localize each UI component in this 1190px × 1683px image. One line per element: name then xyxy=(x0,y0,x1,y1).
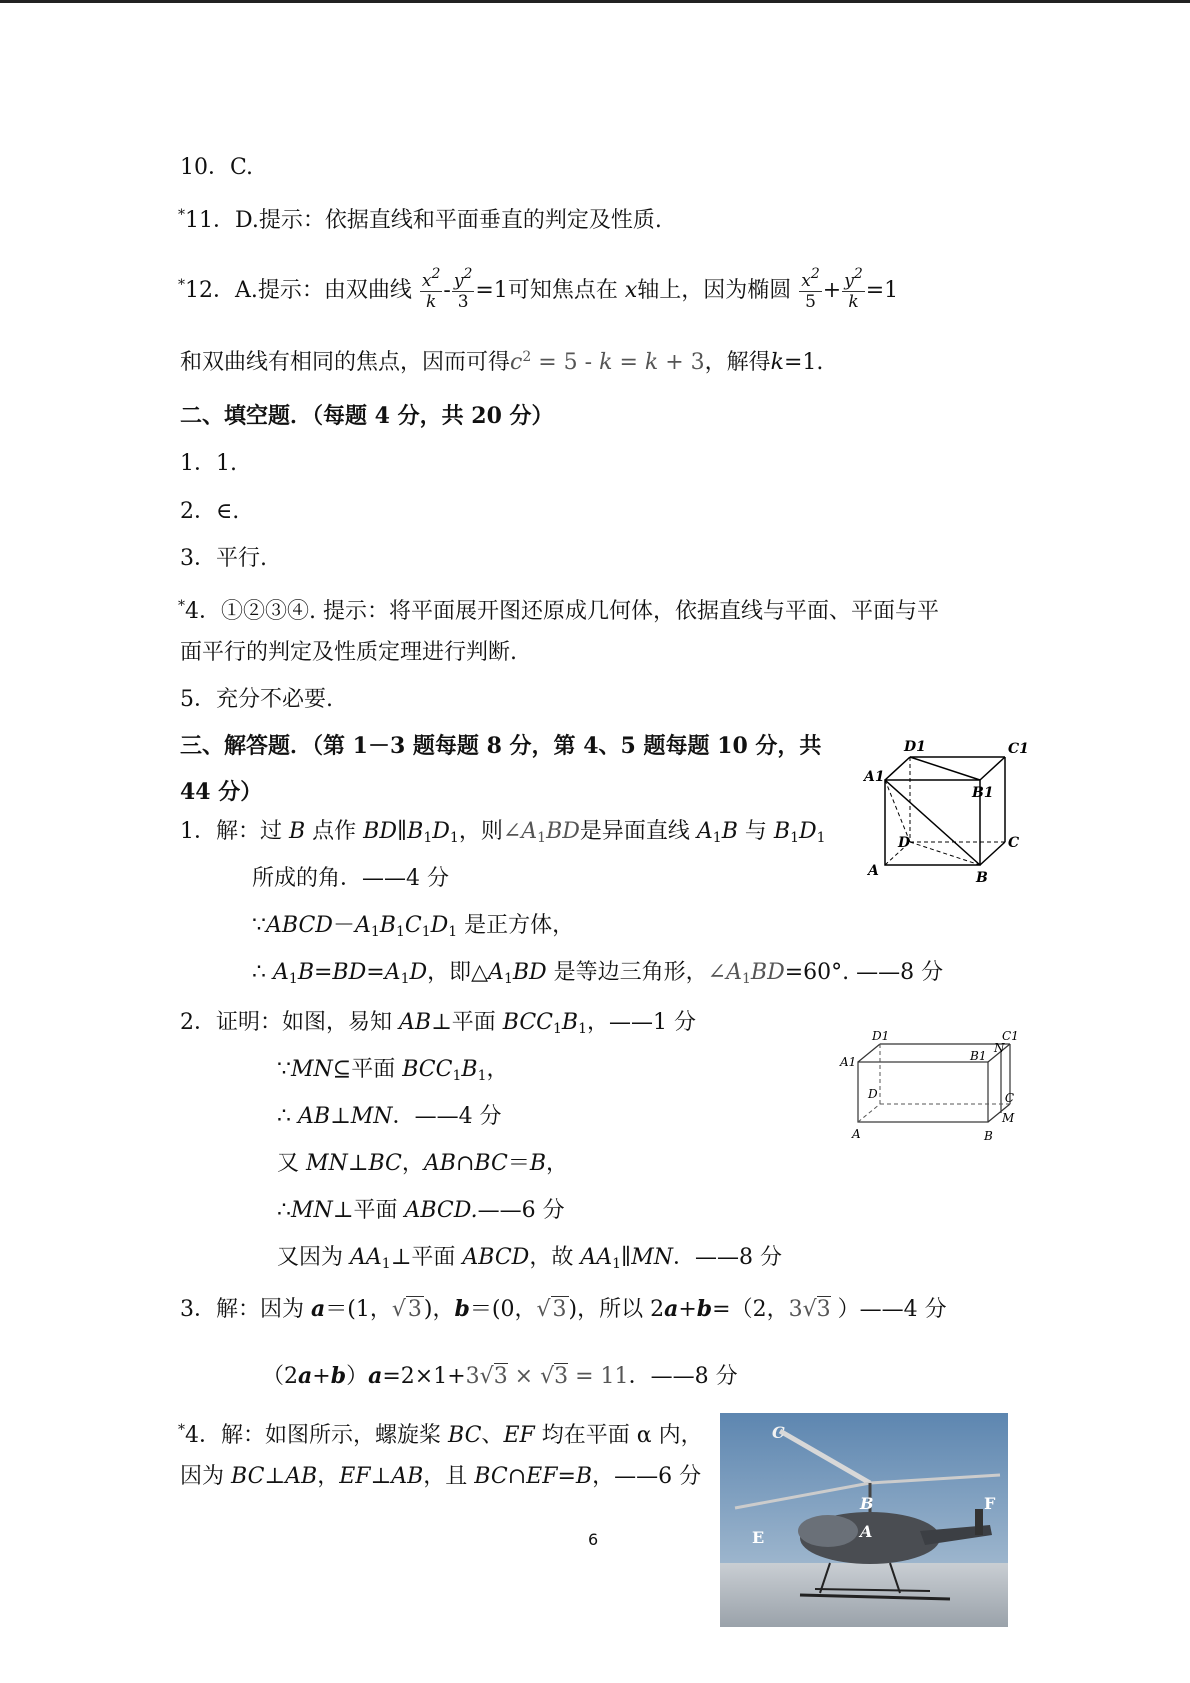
page-number: 6 xyxy=(588,1530,599,1549)
fraction: $\frac{y^2}{k}$ xyxy=(844,265,863,312)
problem-2-line5: ∴MN⊥平面 ABCD.——6 分 xyxy=(277,1198,565,1223)
heli-label-A: A xyxy=(860,1522,873,1541)
problem-1: 1．解：过 B 点作 $BD\parallel B_1D_1$，则$\angle A_1BD$是异面直线 $A_1B$ 与 $B_1D_1$ xyxy=(180,819,826,846)
problem-2-line4: 又 MN⊥BC，AB∩BC＝B， xyxy=(277,1151,569,1176)
label-B1: B1 xyxy=(972,785,994,801)
problem-2-line3: ∴ AB⊥MN．——4 分 xyxy=(277,1104,502,1129)
box-label-N: N xyxy=(994,1041,1005,1055)
box-label-D: D xyxy=(868,1087,878,1101)
label-A: A xyxy=(868,863,879,879)
fraction: $\frac{x^2}{5}$ xyxy=(801,265,820,312)
answer-10: 10．C. xyxy=(180,155,254,180)
heli-label-F: F xyxy=(984,1494,996,1513)
answer-12-cont: 和双曲线有相同的焦点，因而可得$c^2 = 5 - k = k + 3$，解得k=1. xyxy=(180,349,824,375)
section-heading-fill: 二、填空题．（每题 4 分，共 20 分） xyxy=(180,403,554,429)
fill-1: 1．1. xyxy=(180,451,237,476)
fill-3: 3．平行. xyxy=(180,546,267,571)
top-border xyxy=(0,0,1190,3)
fraction: $\frac{y^2}{3}$ xyxy=(453,265,473,312)
box-label-B: B xyxy=(984,1129,993,1143)
problem-3: 3．解：因为 a＝(1，√3)，b＝(0，√3)，所以 2a+b=（2，3√3 ）——4 分 xyxy=(180,1296,947,1322)
box-label-B1: B1 xyxy=(970,1049,987,1063)
problem-2-line2: ∵MN⊆平面 $BCC_1B_1$， xyxy=(277,1057,509,1084)
heli-label-E: E xyxy=(752,1528,765,1547)
fill-2: 2．∈. xyxy=(180,499,240,524)
problem-1-line2: 所成的角．——4 分 xyxy=(252,866,449,891)
label-A1: A1 xyxy=(864,769,885,785)
answer-12: *12．A.提示：由双曲线 $\frac{x^2}{k}$ - $\frac{y^2}{3}$ =1可知焦点在 x轴上，因为椭圆 $\frac{x^2}{5}$ + $\frac{y^2}{k}$ =1 xyxy=(178,265,899,312)
fraction: $\frac{x^2}{k}$ xyxy=(421,265,441,312)
box-label-M: M xyxy=(1002,1111,1015,1125)
box-label-C: C xyxy=(1004,1091,1014,1105)
heli-label-B: B xyxy=(860,1494,874,1513)
box-label-A: A xyxy=(852,1127,861,1141)
label-D: D xyxy=(898,835,911,851)
label-D1: D1 xyxy=(904,739,926,755)
box-label-D1: D1 xyxy=(872,1029,890,1043)
problem-2-line6: 又因为 $AA_1\perp$平面 ABCD，故 $AA_1\parallel MN$．——8 分 xyxy=(277,1245,782,1272)
problem-4-line2: 因为 BC⊥AB，EF⊥AB，且 BC∩EF=B，——6 分 xyxy=(180,1464,702,1489)
problem-1-line4: ∴ $A_1B=BD=A_1D$，即$\triangle A_1BD$ 是等边三角形，$\angle A_1BD=60^\circ$. ——8 分 xyxy=(252,960,944,987)
label-C1: C1 xyxy=(1008,741,1029,757)
label-B: B xyxy=(976,870,988,886)
fill-5: 5．充分不必要. xyxy=(180,687,333,712)
fill-4-cont: 面平行的判定及性质定理进行判断. xyxy=(180,640,517,665)
problem-4: *4．解：如图所示，螺旋桨 BC、EF 均在平面 α 内， xyxy=(178,1422,703,1448)
section-heading-solve-cont: 44 分） xyxy=(180,779,263,805)
helicopter-figure xyxy=(720,1413,1008,1627)
box-figure xyxy=(838,1029,1019,1144)
cube-figure xyxy=(860,735,1029,886)
box-label-C1: C1 xyxy=(1002,1029,1019,1043)
fill-4: *4．①②③④. 提示：将平面展开图还原成几何体，依据直线与平面、平面与平 xyxy=(178,598,939,624)
label-C: C xyxy=(1008,835,1020,851)
problem-1-line3: $\because ABCD-A_1B_1C_1D_1$ 是正方体， xyxy=(252,913,575,940)
problem-2: 2．证明：如图，易知 AB⊥平面 $BCC_1B_1$，——1 分 xyxy=(180,1010,697,1037)
answer-11: *11．D.提示：依据直线和平面垂直的判定及性质. xyxy=(178,207,662,233)
problem-3-line2: （2a+b）a=2×1+3√3 × √3 = 11．——8 分 xyxy=(262,1363,738,1389)
heli-label-C: C xyxy=(772,1423,785,1442)
box-label-A1: A1 xyxy=(840,1055,857,1069)
section-heading-solve: 三、解答题．（第 1－3 题每题 8 分，第 4、5 题每题 10 分，共 xyxy=(180,733,822,759)
